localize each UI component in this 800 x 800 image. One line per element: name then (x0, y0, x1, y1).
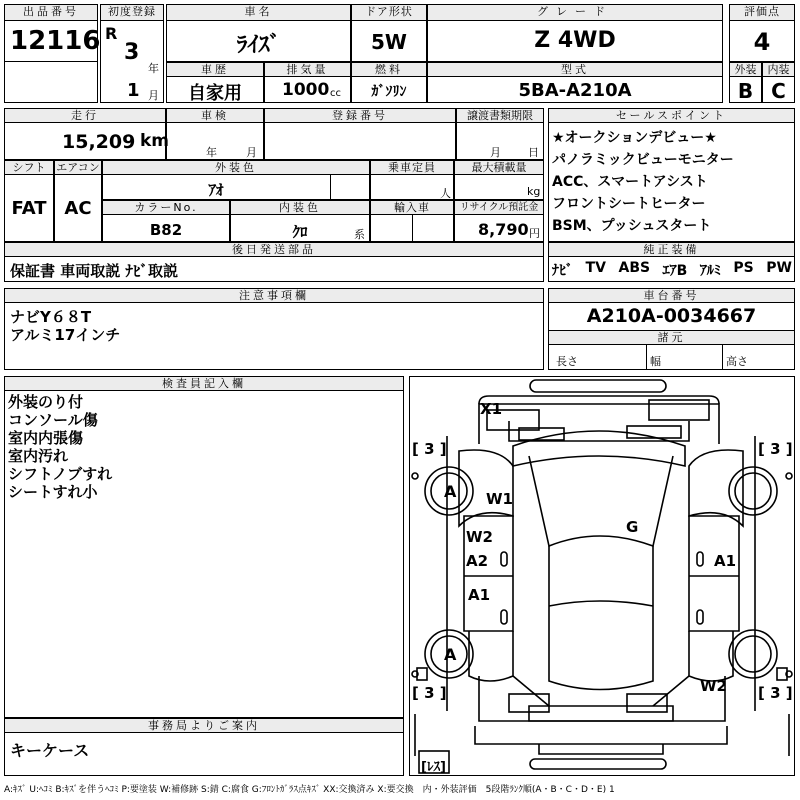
later-parts-value: 保証書 車両取説 ﾅﾋﾞ取説 (10, 262, 178, 280)
displacement-unit: cc (330, 88, 341, 99)
lot-no-value: 12116 (10, 26, 101, 56)
model-value: 5BA-A210A (518, 80, 632, 101)
int-color-value: ｸﾛ (292, 223, 308, 241)
tire-fr-label: [ 3 ] (758, 440, 793, 458)
inspection-month-unit: 月 (246, 146, 257, 159)
plate-header: 登録番号 (264, 108, 456, 123)
recycle-unit: 円 (529, 227, 540, 240)
score-header: 評価点 (729, 4, 795, 21)
tires (419, 467, 777, 773)
grade-header: グレード (427, 4, 723, 21)
history-value: 自家用 (188, 83, 242, 104)
mileage-unit: km (140, 131, 170, 151)
first-reg-year: 3 (124, 40, 140, 65)
sales-point-item: ACC、スマートアシスト (552, 174, 708, 190)
ext-color-header: 外装色 (102, 160, 370, 175)
equipment-item: PS (733, 260, 754, 276)
sales-points-header: セールスポイント (548, 108, 795, 123)
tire-fl-label: [ 3 ] (412, 440, 447, 458)
first-reg-year-unit: 年 (148, 62, 159, 75)
mileage-header: 走行 (4, 108, 166, 123)
tire-front-right (729, 467, 777, 515)
interior-grade-value: C (771, 79, 786, 103)
office-header: 事務局よりご案内 (4, 718, 404, 733)
displacement-value: 1000 (282, 80, 330, 100)
sales-point-item: パノラミックビューモニター (552, 152, 734, 168)
car-body-outline (412, 380, 792, 769)
sales-point-item: BSM、プッシュスタート (552, 218, 712, 234)
max-load-unit: kg (527, 185, 541, 198)
notes-list (10, 308, 120, 344)
first-reg-month: 1 (127, 80, 140, 101)
sales-point-item: ★オークションデビュー★ (552, 130, 717, 146)
damage-mark-w1: W1 (486, 490, 513, 508)
equipment-item: TV (585, 260, 606, 276)
spare-tire-label: [ﾚｽ] (421, 760, 446, 775)
shift-value: FAT (11, 198, 47, 219)
import-header: 輸入車 (370, 200, 454, 215)
transfer-doc-day-unit: 日 (528, 146, 539, 159)
door-handles (501, 552, 703, 624)
int-color-header: 内装色 (230, 200, 370, 215)
capacity-header: 乗車定員 (370, 160, 454, 175)
note-line: ナビY６８T (10, 308, 92, 326)
tire-rr-label: [ 3 ] (758, 684, 793, 702)
first-reg-month-unit: 月 (148, 89, 159, 102)
specs-divider-1 (646, 345, 647, 370)
exterior-grade-value: B (737, 79, 754, 103)
door-header: ドア形状 (351, 4, 427, 21)
capacity-unit: 人 (440, 187, 451, 200)
mileage-value: 15,209 (62, 131, 136, 153)
int-color-suffix: 系 (354, 228, 365, 241)
equipment-list (552, 260, 792, 280)
displacement-header: 排気量 (264, 62, 351, 77)
ext-color-value: ｱｵ (208, 181, 224, 199)
inspector-line: シートすれ小 (8, 483, 98, 501)
damage-mark-w2-rear: W2 (700, 677, 727, 695)
car-name-value: ﾗｲｽﾞ (236, 33, 281, 58)
exterior-grade-header: 外装 (729, 62, 762, 77)
inspector-line: シフトノブすれ (8, 465, 113, 483)
specs-length: 長さ (556, 355, 578, 368)
import-divider (412, 215, 413, 242)
chassis-value: A210A-0034667 (586, 305, 757, 327)
damage-mark-a2: A2 (466, 552, 489, 570)
door-value: 5W (371, 30, 407, 54)
lot-no-header: 出品番号 (4, 4, 98, 21)
equipment-item: ｱﾙﾐ (699, 263, 721, 279)
history-header: 車歴 (166, 62, 264, 77)
aircon-value: AC (64, 198, 92, 219)
damage-mark-g: G (626, 518, 639, 536)
first-reg-header: 初度登録 (100, 4, 164, 21)
damage-mark-a1-left: A1 (468, 586, 491, 604)
ext-color-divider (330, 175, 331, 200)
damage-mark-a1-right: A1 (714, 552, 737, 570)
transfer-doc-month-unit: 月 (490, 146, 501, 159)
equipment-item: ｴｱB (662, 263, 688, 279)
color-no-value: B82 (149, 221, 183, 239)
shift-header: シフト (4, 160, 54, 175)
damage-mark-w2-left: W2 (466, 528, 493, 546)
damage-mark-x1: X1 (480, 400, 503, 418)
transfer-doc-header: 譲渡書類期限 (456, 108, 544, 123)
tire-rear-right (729, 630, 777, 678)
specs-divider-2 (722, 345, 723, 370)
equipment-item: ﾅﾋﾞ (552, 263, 573, 279)
equipment-item: ABS (618, 260, 651, 276)
color-no-header: カラーNo. (102, 200, 230, 215)
inspector-line: コンソール傷 (8, 411, 98, 429)
office-value: キーケース (10, 741, 90, 760)
lot-divider (4, 61, 98, 62)
recycle-header: リサイクル預託金 (454, 200, 544, 215)
inspector-line: 室内汚れ (8, 447, 69, 465)
specs-header: 諸元 (548, 330, 795, 345)
inspector-line: 室内内張傷 (8, 429, 84, 447)
car-diagram (409, 376, 795, 776)
fuel-header: 燃料 (351, 62, 427, 77)
score-value: 4 (753, 28, 771, 56)
interior-grade-header: 内装 (762, 62, 795, 77)
chassis-header: 車台番号 (548, 288, 795, 303)
legend-text: A:ｷｽﾞ U:ﾍｺﾐ B:ｷｽﾞを伴うﾍｺﾐ P:要塗装 W:補修跡 S:錆 C:腐食 G:ﾌﾛﾝﾄｶﾞﾗｽ点ｷｽﾞ XX:交換済み X:要交換 内・外装評価 5段階ﾗﾝｸ順(A・B・C・D・E) 1 (4, 785, 615, 795)
later-parts-header: 後日発送部品 (4, 242, 544, 257)
inspection-year-unit: 年 (206, 146, 217, 159)
first-reg-era: R (105, 24, 118, 43)
note-line: アルミ17インチ (10, 326, 121, 344)
inspector-header: 検査員記入欄 (4, 376, 404, 391)
equipment-item: PW (766, 260, 792, 276)
damage-mark-a-fl: A (444, 482, 457, 501)
notes-header: 注意事項欄 (4, 288, 544, 303)
car-name-header: 車名 (166, 4, 351, 21)
grade-value: Z 4WD (534, 28, 616, 53)
inspector-line: 外装のり付 (8, 393, 84, 411)
fuel-value: ｶﾞｿﾘﾝ (371, 84, 407, 100)
equipment-header: 純正装備 (548, 242, 795, 257)
specs-width: 幅 (650, 355, 661, 368)
inspector-list (8, 393, 112, 501)
damage-mark-a-rl: A (444, 645, 457, 664)
aircon-header: エアコン (54, 160, 102, 175)
max-load-header: 最大積載量 (454, 160, 544, 175)
model-header: 型式 (427, 62, 723, 77)
recycle-value: 8,790 (478, 220, 529, 239)
specs-height: 高さ (726, 355, 748, 368)
tire-rl-label: [ 3 ] (412, 684, 447, 702)
inspection-header: 車検 (166, 108, 264, 123)
sales-points-list (552, 127, 734, 237)
sales-point-item: フロントシートヒーター (552, 196, 706, 212)
